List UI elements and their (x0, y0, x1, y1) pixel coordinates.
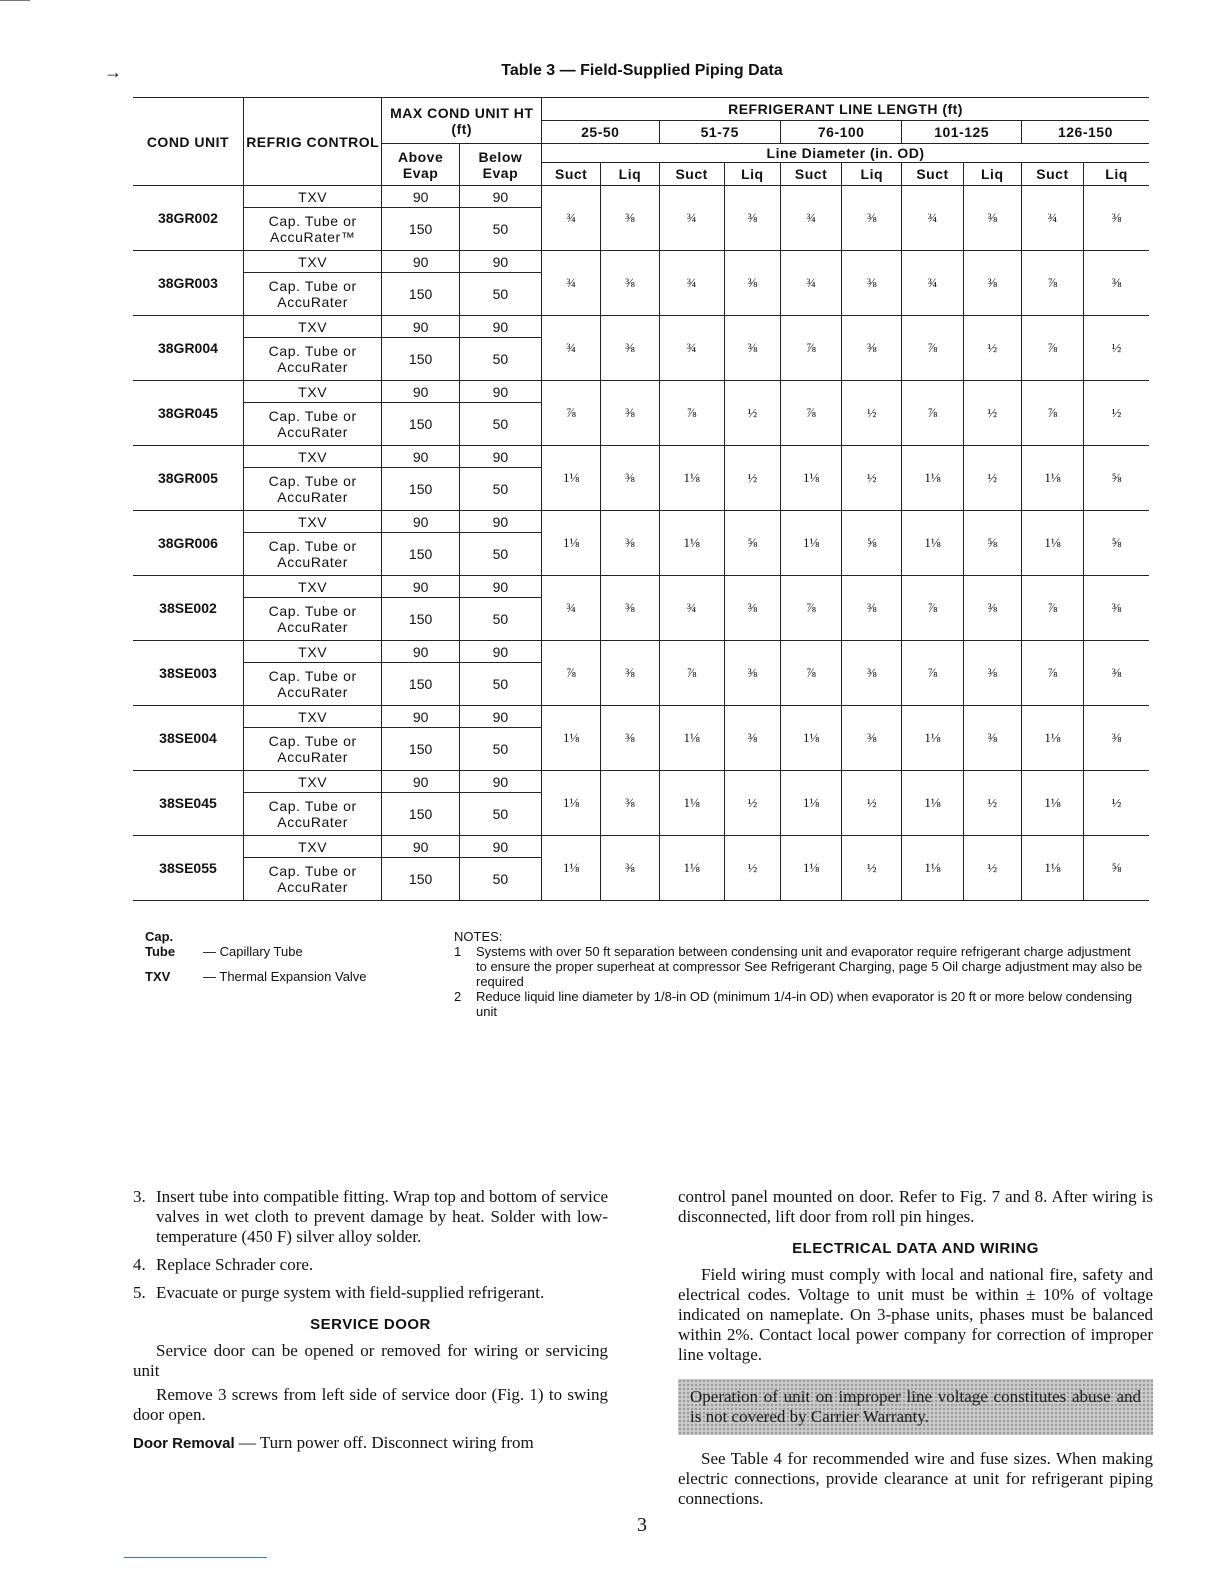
liq-diameter-cell: ½ (724, 381, 780, 446)
liq-diameter-cell: ½ (724, 836, 780, 901)
liq-diameter-cell: ⅝ (1084, 446, 1149, 511)
cond-unit-cell: 38GR045 (133, 381, 243, 446)
suct-diameter-cell: ⅞ (902, 316, 963, 381)
suct-diameter-cell: ¾ (902, 186, 963, 251)
below-evap-cell: 50 (459, 208, 541, 251)
refrig-control-cell: TXV (243, 836, 382, 858)
table-notes (454, 929, 1144, 1019)
page-number: 3 (637, 1514, 647, 1536)
liq-diameter-cell: ⅝ (963, 511, 1021, 576)
suct-diameter-cell: 1⅛ (902, 836, 963, 901)
below-evap-cell: 50 (459, 403, 541, 446)
suct-diameter-cell: ⅞ (1021, 316, 1083, 381)
table-row (133, 836, 1149, 858)
note-text: Systems with over 50 ft separation between condensing unit and evaporator require refrigerant charge adjustment to ensure the proper superheat at compressor See Refrigerant Charging, page 5 Oil charge adjustment may also be required (476, 944, 1143, 989)
suct-diameter-cell: 1⅛ (659, 446, 724, 511)
liq-diameter-cell: ⅜ (842, 316, 902, 381)
cond-unit-cell: 38GR006 (133, 511, 243, 576)
suct-diameter-cell: 1⅛ (659, 706, 724, 771)
liq-header: Liq (842, 163, 902, 186)
range-header: 51-75 (659, 121, 780, 144)
col-header-refrig-control: REFRIG CONTROL (243, 98, 382, 186)
suct-diameter-cell: ⅞ (542, 381, 601, 446)
liq-diameter-cell: ⅜ (724, 576, 780, 641)
suct-diameter-cell: 1⅛ (780, 771, 841, 836)
suct-diameter-cell: ¾ (542, 186, 601, 251)
piping-data-table (133, 97, 1149, 901)
suct-diameter-cell: 1⅛ (542, 446, 601, 511)
liq-diameter-cell: ⅜ (1084, 251, 1149, 316)
refrig-control-cell: TXV (243, 771, 382, 793)
col-header-below-evap: Below Evap (459, 144, 541, 186)
below-evap-cell: 50 (459, 533, 541, 576)
refrig-control-cell: Cap. Tube or AccuRater™ (243, 208, 382, 251)
liq-diameter-cell: ⅝ (1084, 836, 1149, 901)
electrical-heading: ELECTRICAL DATA AND WIRING (792, 1240, 1039, 1257)
suct-diameter-cell: 1⅛ (1021, 836, 1083, 901)
below-evap-cell: 50 (459, 273, 541, 316)
liq-diameter-cell: ½ (724, 446, 780, 511)
above-evap-cell: 90 (382, 576, 459, 598)
cond-unit-cell: 38GR002 (133, 186, 243, 251)
liq-diameter-cell: ⅜ (724, 641, 780, 706)
refrig-control-cell: TXV (243, 381, 382, 403)
below-evap-cell: 90 (459, 316, 541, 338)
range-header: 76-100 (780, 121, 901, 144)
suct-diameter-cell: 1⅛ (780, 836, 841, 901)
below-evap-cell: 50 (459, 598, 541, 641)
liq-diameter-cell: ⅜ (963, 251, 1021, 316)
suct-diameter-cell: 1⅛ (1021, 706, 1083, 771)
abbreviation-legend (145, 929, 367, 994)
liq-header: Liq (601, 163, 659, 186)
door-removal-text: — Turn power off. Disconnect wiring from (234, 1433, 534, 1452)
above-evap-cell: 150 (382, 793, 459, 836)
above-evap-cell: 90 (382, 446, 459, 468)
suct-diameter-cell: ¾ (659, 316, 724, 381)
range-header: 25-50 (542, 121, 659, 144)
liq-diameter-cell: ⅜ (724, 251, 780, 316)
above-evap-cell: 150 (382, 468, 459, 511)
liq-diameter-cell: ½ (724, 771, 780, 836)
liq-header: Liq (963, 163, 1021, 186)
legend-value: — Capillary Tube (203, 944, 303, 959)
above-evap-cell: 90 (382, 836, 459, 858)
electrical-paragraph: Field wiring must comply with local and national fire, safety and electrical codes. Voltage to unit must be within ± 10% of voltage indicated on nameplate. On 3-phase units, phases must be balanced within 2%. Contact local power company for correction of improper line voltage. (678, 1265, 1153, 1364)
margin-arrow-icon: → (104, 62, 122, 82)
refrig-control-cell: TXV (243, 641, 382, 663)
suct-diameter-cell: 1⅛ (902, 511, 963, 576)
below-evap-cell: 90 (459, 836, 541, 858)
above-evap-cell: 150 (382, 338, 459, 381)
liq-diameter-cell: ⅜ (842, 706, 902, 771)
cond-unit-cell: 38SE004 (133, 706, 243, 771)
col-header-max-cond: MAX COND UNIT HT (ft) (382, 98, 542, 144)
suct-diameter-cell: 1⅛ (1021, 511, 1083, 576)
liq-diameter-cell: ½ (1084, 381, 1149, 446)
liq-diameter-cell: ⅜ (1084, 576, 1149, 641)
liq-diameter-cell: ½ (1084, 316, 1149, 381)
suct-diameter-cell: 1⅛ (780, 511, 841, 576)
cond-unit-cell: 38SE055 (133, 836, 243, 901)
liq-diameter-cell: ⅜ (601, 251, 659, 316)
refrig-control-cell: Cap. Tube or AccuRater (243, 468, 382, 511)
suct-diameter-cell: ⅞ (780, 576, 841, 641)
suct-diameter-cell: 1⅛ (1021, 771, 1083, 836)
continuation-paragraph: control panel mounted on door. Refer to Fig. 7 and 8. After wiring is disconnected, lift door from roll pin hinges. (678, 1187, 1153, 1226)
page-edge-mark (0, 0, 30, 1)
note-item (454, 989, 1144, 1019)
suct-diameter-cell: ⅞ (780, 381, 841, 446)
liq-diameter-cell: ⅝ (724, 511, 780, 576)
below-evap-cell: 90 (459, 511, 541, 533)
liq-diameter-cell: ⅜ (601, 316, 659, 381)
refrig-control-cell: TXV (243, 251, 382, 273)
suct-diameter-cell: 1⅛ (542, 511, 601, 576)
suct-diameter-cell: ⅞ (780, 316, 841, 381)
step-number: 3. (133, 1187, 146, 1206)
suct-diameter-cell: 1⅛ (659, 836, 724, 901)
liq-diameter-cell: ⅜ (601, 446, 659, 511)
liq-diameter-cell: ⅜ (601, 641, 659, 706)
suct-diameter-cell: ¾ (542, 251, 601, 316)
below-evap-cell: 90 (459, 706, 541, 728)
range-header: 101-125 (902, 121, 1021, 144)
suct-diameter-cell: 1⅛ (780, 706, 841, 771)
suct-diameter-cell: ¾ (659, 186, 724, 251)
suct-diameter-cell: ⅞ (542, 641, 601, 706)
suct-diameter-cell: 1⅛ (542, 836, 601, 901)
liq-diameter-cell: ⅜ (842, 576, 902, 641)
col-header-cond-unit: COND UNIT (133, 98, 243, 186)
service-door-paragraph: Service door can be opened or removed for wiring or servicing unit (133, 1341, 608, 1380)
liq-diameter-cell: ⅜ (963, 706, 1021, 771)
procedure-step (133, 1283, 608, 1303)
liq-diameter-cell: ½ (963, 381, 1021, 446)
table-row (133, 446, 1149, 468)
liq-diameter-cell: ½ (842, 836, 902, 901)
below-evap-cell: 90 (459, 251, 541, 273)
cond-unit-cell: 38SE002 (133, 576, 243, 641)
col-header-refrig-line-length: REFRIGERANT LINE LENGTH (ft) (542, 98, 1149, 121)
liq-diameter-cell: ⅜ (842, 641, 902, 706)
liq-diameter-cell: ⅜ (601, 381, 659, 446)
refrig-control-cell: TXV (243, 186, 382, 208)
suct-diameter-cell: ⅞ (902, 641, 963, 706)
suct-diameter-cell: 1⅛ (542, 771, 601, 836)
liq-diameter-cell: ⅜ (963, 576, 1021, 641)
below-evap-cell: 90 (459, 446, 541, 468)
refrig-control-cell: Cap. Tube or AccuRater (243, 403, 382, 446)
range-header: 126-150 (1021, 121, 1149, 144)
suct-diameter-cell: ⅞ (902, 576, 963, 641)
liq-diameter-cell: ⅜ (963, 641, 1021, 706)
above-evap-cell: 90 (382, 641, 459, 663)
liq-diameter-cell: ⅜ (842, 251, 902, 316)
liq-diameter-cell: ⅜ (601, 706, 659, 771)
below-evap-cell: 50 (459, 468, 541, 511)
table-row (133, 381, 1149, 403)
liq-diameter-cell: ⅜ (1084, 706, 1149, 771)
below-evap-cell: 50 (459, 338, 541, 381)
suct-header: Suct (780, 163, 841, 186)
liq-diameter-cell: ½ (842, 771, 902, 836)
cond-unit-cell: 38GR005 (133, 446, 243, 511)
refrig-control-cell: TXV (243, 576, 382, 598)
legend-key: TXV (145, 969, 171, 984)
suct-header: Suct (902, 163, 963, 186)
refrig-control-cell: Cap. Tube or AccuRater (243, 728, 382, 771)
above-evap-cell: 150 (382, 858, 459, 901)
suct-diameter-cell: ⅞ (659, 381, 724, 446)
warning-box: Operation of unit on improper line voltage constitutes abuse and is not covered by Carrier Warranty. (678, 1379, 1153, 1435)
above-evap-cell: 150 (382, 533, 459, 576)
liq-diameter-cell: ⅜ (963, 186, 1021, 251)
cond-unit-cell: 38GR003 (133, 251, 243, 316)
footer-rule (124, 1557, 267, 1558)
refrig-control-cell: Cap. Tube or AccuRater (243, 663, 382, 706)
above-evap-cell: 150 (382, 208, 459, 251)
above-evap-cell: 90 (382, 706, 459, 728)
liq-diameter-cell: ½ (842, 446, 902, 511)
liq-diameter-cell: ½ (963, 836, 1021, 901)
suct-diameter-cell: ¾ (542, 576, 601, 641)
step-text: Insert tube into compatible fitting. Wrap top and bottom of service valves in wet cloth to prevent damage by heat. Solder with low-temperature (450 F) silver alloy solder. (156, 1187, 608, 1246)
step-text: Replace Schrader core. (156, 1255, 314, 1274)
liq-diameter-cell: ⅝ (1084, 511, 1149, 576)
suct-diameter-cell: ⅞ (902, 381, 963, 446)
above-evap-cell: 90 (382, 511, 459, 533)
right-text-column (678, 1187, 1153, 1513)
refrig-control-cell: Cap. Tube or AccuRater (243, 533, 382, 576)
above-evap-cell: 150 (382, 403, 459, 446)
electrical-paragraph: See Table 4 for recommended wire and fuse sizes. When making electric connections, provide clearance at unit for refrigerant piping connections. (678, 1449, 1153, 1508)
suct-diameter-cell: 1⅛ (1021, 446, 1083, 511)
suct-diameter-cell: 1⅛ (902, 446, 963, 511)
note-number: 2 (454, 989, 462, 1004)
liq-diameter-cell: ⅜ (1084, 641, 1149, 706)
procedure-step (133, 1255, 608, 1275)
suct-diameter-cell: ⅞ (1021, 576, 1083, 641)
below-evap-cell: 90 (459, 186, 541, 208)
above-evap-cell: 90 (382, 771, 459, 793)
suct-diameter-cell: 1⅛ (542, 706, 601, 771)
table-row (133, 576, 1149, 598)
cond-unit-cell: 38SE003 (133, 641, 243, 706)
above-evap-cell: 150 (382, 663, 459, 706)
above-evap-cell: 90 (382, 381, 459, 403)
table-row (133, 316, 1149, 338)
legend-value: — Thermal Expansion Valve (203, 969, 367, 984)
table-row (133, 511, 1149, 533)
step-text: Evacuate or purge system with field-supplied refrigerant. (156, 1283, 545, 1302)
liq-diameter-cell: ⅜ (724, 316, 780, 381)
below-evap-cell: 90 (459, 381, 541, 403)
suct-diameter-cell: ¾ (542, 316, 601, 381)
suct-diameter-cell: ¾ (659, 251, 724, 316)
notes-heading: NOTES: (454, 929, 503, 944)
service-door-heading: SERVICE DOOR (310, 1316, 431, 1333)
door-removal-label: Door Removal (133, 1435, 235, 1452)
legend-item (145, 929, 367, 959)
suct-diameter-cell: ¾ (780, 251, 841, 316)
liq-diameter-cell: ⅜ (601, 771, 659, 836)
liq-diameter-cell: ⅜ (842, 186, 902, 251)
above-evap-cell: 90 (382, 186, 459, 208)
below-evap-cell: 90 (459, 771, 541, 793)
legend-item (145, 969, 367, 984)
liq-diameter-cell: ⅜ (601, 186, 659, 251)
suct-header: Suct (659, 163, 724, 186)
refrig-control-cell: Cap. Tube or AccuRater (243, 793, 382, 836)
liq-diameter-cell: ⅜ (724, 706, 780, 771)
legend-key: Cap. Tube (145, 929, 176, 959)
col-header-above-evap: Above Evap (382, 144, 459, 186)
above-evap-cell: 90 (382, 251, 459, 273)
table-row (133, 251, 1149, 273)
cond-unit-cell: 38GR004 (133, 316, 243, 381)
suct-diameter-cell: ⅞ (780, 641, 841, 706)
col-header-line-diameter: Line Diameter (in. OD) (542, 144, 1149, 163)
suct-diameter-cell: ¾ (1021, 186, 1083, 251)
liq-diameter-cell: ½ (963, 316, 1021, 381)
below-evap-cell: 50 (459, 728, 541, 771)
below-evap-cell: 50 (459, 858, 541, 901)
below-evap-cell: 50 (459, 663, 541, 706)
suct-diameter-cell: 1⅛ (780, 446, 841, 511)
liq-diameter-cell: ⅜ (724, 186, 780, 251)
table-row (133, 186, 1149, 208)
suct-diameter-cell: ⅞ (1021, 251, 1083, 316)
cond-unit-cell: 38SE045 (133, 771, 243, 836)
suct-diameter-cell: 1⅛ (659, 771, 724, 836)
procedure-step (133, 1187, 608, 1247)
table-row (133, 641, 1149, 663)
suct-diameter-cell: 1⅛ (659, 511, 724, 576)
refrig-control-cell: Cap. Tube or AccuRater (243, 273, 382, 316)
below-evap-cell: 90 (459, 641, 541, 663)
above-evap-cell: 150 (382, 728, 459, 771)
refrig-control-cell: TXV (243, 446, 382, 468)
liq-header: Liq (1084, 163, 1149, 186)
note-text: Reduce liquid line diameter by 1/8-in OD (minimum 1/4-in OD) when evaporator is 20 ft or more below condensing unit (476, 989, 1133, 1019)
suct-diameter-cell: ⅞ (1021, 381, 1083, 446)
liq-diameter-cell: ½ (1084, 771, 1149, 836)
liq-diameter-cell: ½ (963, 771, 1021, 836)
suct-diameter-cell: 1⅛ (902, 706, 963, 771)
above-evap-cell: 90 (382, 316, 459, 338)
below-evap-cell: 50 (459, 793, 541, 836)
liq-diameter-cell: ½ (963, 446, 1021, 511)
suct-diameter-cell: ¾ (659, 576, 724, 641)
above-evap-cell: 150 (382, 598, 459, 641)
note-number: 1 (454, 944, 462, 959)
above-evap-cell: 150 (382, 273, 459, 316)
refrig-control-cell: Cap. Tube or AccuRater (243, 338, 382, 381)
liq-diameter-cell: ⅜ (601, 511, 659, 576)
service-door-paragraph: Remove 3 screws from left side of service door (Fig. 1) to swing door open. (133, 1385, 608, 1424)
table-title: Table 3 — Field-Supplied Piping Data (501, 62, 783, 79)
suct-diameter-cell: ⅞ (1021, 641, 1083, 706)
liq-diameter-cell: ⅜ (1084, 186, 1149, 251)
table-row (133, 771, 1149, 793)
below-evap-cell: 90 (459, 576, 541, 598)
suct-header: Suct (542, 163, 601, 186)
note-item (454, 944, 1144, 989)
door-removal-paragraph (133, 1433, 608, 1454)
refrig-control-cell: Cap. Tube or AccuRater (243, 598, 382, 641)
liq-diameter-cell: ⅜ (601, 836, 659, 901)
refrig-control-cell: Cap. Tube or AccuRater (243, 858, 382, 901)
suct-diameter-cell: ⅞ (659, 641, 724, 706)
liq-diameter-cell: ⅜ (601, 576, 659, 641)
refrig-control-cell: TXV (243, 316, 382, 338)
liq-diameter-cell: ½ (842, 381, 902, 446)
suct-diameter-cell: ¾ (902, 251, 963, 316)
step-number: 4. (133, 1255, 146, 1274)
table-row (133, 706, 1149, 728)
suct-diameter-cell: ¾ (780, 186, 841, 251)
suct-header: Suct (1021, 163, 1083, 186)
liq-diameter-cell: ⅝ (842, 511, 902, 576)
suct-diameter-cell: 1⅛ (902, 771, 963, 836)
refrig-control-cell: TXV (243, 511, 382, 533)
left-text-column (133, 1187, 608, 1458)
refrig-control-cell: TXV (243, 706, 382, 728)
liq-header: Liq (724, 163, 780, 186)
step-number: 5. (133, 1283, 146, 1302)
